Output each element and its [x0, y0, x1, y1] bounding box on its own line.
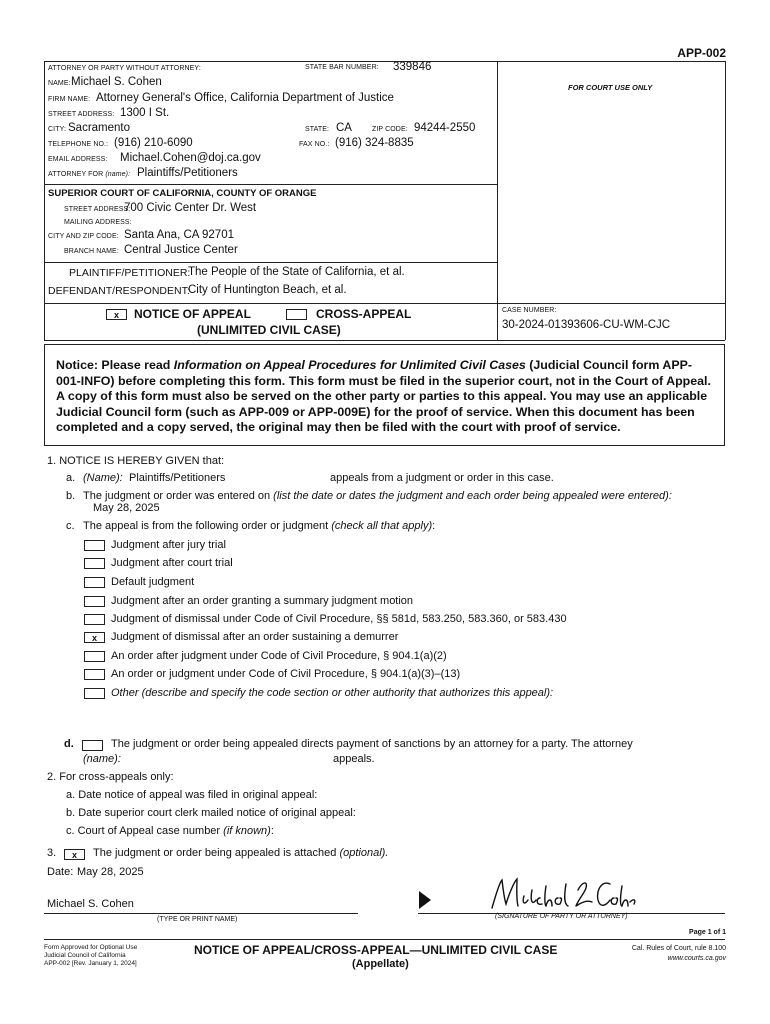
item-1a-name-value[interactable]: Plaintiffs/Petitioners	[129, 472, 226, 484]
handwritten-signature	[488, 876, 638, 914]
defendant-value[interactable]: City of Huntington Beach, et al.	[188, 284, 347, 296]
court-mailing-label: MAILING ADDRESS:	[64, 219, 132, 226]
notice-of-appeal-checkbox[interactable]: x	[106, 309, 127, 320]
option-checkbox[interactable]	[84, 669, 105, 680]
courts-link[interactable]: www.courts.ca.gov	[667, 955, 726, 962]
item-1b-letter: b.	[66, 490, 76, 502]
plaintiff-label: PLAINTIFF/PETITIONER:	[69, 267, 191, 279]
court-branch-label: BRANCH NAME:	[64, 248, 119, 255]
option-label: Judgment of dismissal under Code of Civil Procedure, §§ 581d, 583.250, 583.360, or 583.430	[111, 613, 567, 625]
page-number: Page 1 of 1	[689, 929, 726, 936]
type-name-caption: (TYPE OR PRINT NAME)	[157, 916, 238, 923]
zip-label: ZIP CODE:	[372, 126, 408, 133]
state-value[interactable]: CA	[336, 122, 352, 134]
phone-label: TELEPHONE NO.:	[48, 141, 109, 148]
notice-of-appeal-label: NOTICE OF APPEAL	[134, 307, 251, 321]
date-label: Date:	[47, 866, 74, 878]
item-1b-value[interactable]: May 28, 2025	[93, 502, 160, 514]
caption-left-line	[44, 61, 45, 340]
item-1d-name-label: (name):	[83, 753, 121, 765]
street-value[interactable]: 1300 I St.	[120, 107, 170, 119]
item-2b: b. Date superior court clerk mailed notice of original appeal:	[66, 807, 356, 819]
firm-value[interactable]: Attorney General's Office, California Department of Justice	[96, 92, 394, 104]
case-number-label: CASE NUMBER:	[502, 307, 557, 314]
city-value[interactable]: Sacramento	[68, 122, 131, 134]
info-title: Information on Appeal Procedures for Unlimited Civil Cases	[173, 358, 526, 372]
footer-subtitle: (Appellate)	[352, 958, 409, 970]
footer-line	[44, 939, 725, 940]
attorney-box-bottom	[44, 184, 497, 185]
attorney-for-label: ATTORNEY FOR (name):	[48, 171, 131, 178]
cross-appeal-checkbox[interactable]	[286, 309, 307, 320]
fax-value[interactable]: (916) 324-8835	[335, 137, 414, 149]
option-label: An order after judgment under Code of Civil Procedure, § 904.1(a)(2)	[111, 650, 447, 662]
item-1a-text: appeals from a judgment or order in this case.	[330, 472, 554, 484]
option-label: Other (describe and specify the code section or other authority that authorizes this appeal):	[111, 687, 554, 699]
case-number-value[interactable]: 30-2024-01393606-CU-WM-CJC	[502, 319, 671, 331]
court-box-bottom	[44, 262, 497, 263]
state-bar-value[interactable]: 339846	[393, 61, 432, 73]
fax-label: FAX NO.:	[299, 141, 330, 148]
signature-arrow-icon	[418, 890, 432, 910]
defendant-label: DEFENDANT/RESPONDENT:	[48, 285, 190, 297]
option-checkbox[interactable]	[84, 577, 105, 588]
option-label: An order or judgment under Code of Civil Procedure, § 904.1(a)(3)–(13)	[111, 668, 461, 680]
item-2-heading: 2. For cross-appeals only:	[47, 771, 174, 783]
unlimited-civil-case-label: (UNLIMITED CIVIL CASE)	[197, 323, 341, 337]
item-2a: a. Date notice of appeal was filed in original appeal:	[66, 789, 318, 801]
court-use-only: FOR COURT USE ONLY	[568, 83, 653, 92]
option-checkbox[interactable]	[84, 540, 105, 551]
city-label: CITY:	[48, 126, 67, 133]
name-label: NAME:	[48, 80, 71, 87]
item-1c-letter: c.	[66, 520, 75, 532]
option-label: Judgment after jury trial	[111, 539, 226, 551]
item-1d-text: The judgment or order being appealed directs payment of sanctions by an attorney for a party. The attorney	[111, 738, 633, 750]
item-3-text: The judgment or order being appealed is attached (optional).	[93, 847, 389, 859]
court-street-value[interactable]: 700 Civic Center Dr. West	[124, 202, 257, 214]
plaintiff-value[interactable]: The People of the State of California, et al.	[188, 266, 405, 278]
attached-checkbox[interactable]: x	[64, 849, 85, 860]
option-checkbox[interactable]	[84, 596, 105, 607]
caption-top-line	[44, 61, 725, 62]
email-label: EMAIL ADDRESS:	[48, 156, 108, 163]
typed-name-line	[44, 913, 358, 914]
zip-value[interactable]: 94244-2550	[414, 122, 476, 134]
court-city-value[interactable]: Santa Ana, CA 92701	[124, 229, 234, 241]
state-bar-label: STATE BAR NUMBER:	[305, 64, 379, 71]
firm-label: FIRM NAME:	[48, 96, 91, 103]
item-1-heading: 1. NOTICE IS HEREBY GIVEN that:	[47, 455, 225, 467]
caption-divider	[497, 61, 498, 340]
item-1a-name-label: (Name):	[83, 472, 123, 484]
typed-name[interactable]: Michael S. Cohen	[47, 898, 134, 910]
form-id: APP-002	[677, 46, 726, 60]
option-checkbox[interactable]	[84, 651, 105, 662]
date-value[interactable]: May 28, 2025	[77, 866, 144, 878]
item-2c: c. Court of Appeal case number (if known):	[66, 825, 274, 837]
item-3-number: 3.	[47, 847, 57, 859]
notice-box: Notice: Please read Information on Appeal Procedures for Unlimited Civil Cases (Judicial Council form APP-001-INFO) before completing this form. This form must be filed in the superior court, not in the Court of Appeal. A copy of this form must also be served on the other party or parties to this appeal. You may use an applicable Judicial Council form (such as APP-009 or APP-009E) for the proof of service. When this document has been completed and a copy served, the original may then be filed with the court with proof of service.	[44, 344, 725, 446]
signature-caption: (SIGNATURE OF PARTY OR ATTORNEY)	[495, 913, 628, 920]
item-1d-letter: d.	[64, 738, 74, 750]
option-label: Judgment after an order granting a summary judgment motion	[111, 595, 414, 607]
item-1d-appeals: appeals.	[333, 753, 375, 765]
court-title: SUPERIOR COURT OF CALIFORNIA, COUNTY OF ORANGE	[48, 188, 317, 199]
state-label: STATE:	[305, 126, 330, 133]
cross-appeal-label: CROSS-APPEAL	[316, 307, 412, 321]
option-checkbox[interactable]	[84, 688, 105, 699]
item-1c-text: The appeal is from the following order or judgment (check all that apply):	[83, 520, 436, 532]
option-checkbox[interactable]	[84, 558, 105, 569]
item-1a-letter: a.	[66, 472, 76, 484]
sanctions-checkbox[interactable]	[82, 740, 103, 751]
attorney-for-name-hint: (name):	[105, 171, 131, 178]
option-checkbox[interactable]: x	[84, 632, 105, 643]
footer-left: Form Approved for Optional Use Judicial Council of California APP-002 [Rev. January 1, 2024]	[44, 944, 138, 967]
footer-title: NOTICE OF APPEAL/CROSS-APPEAL—UNLIMITED CIVIL CASE	[194, 943, 558, 957]
attorney-label: ATTORNEY OR PARTY WITHOUT ATTORNEY:	[48, 65, 201, 72]
phone-value[interactable]: (916) 210-6090	[114, 137, 193, 149]
email-value[interactable]: Michael.Cohen@doj.ca.gov	[120, 152, 261, 164]
name-value[interactable]: Michael S. Cohen	[71, 76, 162, 88]
caption-right-line	[725, 61, 726, 340]
item-1b-text: The judgment or order was entered on (list the date or dates the judgment and each order being appealed were entered):	[83, 490, 672, 502]
footer-right: Cal. Rules of Court, rule 8.100 www.courts.ca.gov	[631, 945, 726, 962]
court-street-label: STREET ADDRESS:	[64, 206, 131, 213]
option-label: Judgment after court trial	[111, 557, 233, 569]
court-city-label: CITY AND ZIP CODE:	[48, 233, 119, 240]
option-checkbox[interactable]	[84, 614, 105, 625]
caption-bottom-line	[44, 340, 725, 341]
parties-box-bottom	[44, 303, 725, 304]
court-branch-value[interactable]: Central Justice Center	[124, 244, 238, 256]
option-label: Default judgment	[111, 576, 195, 588]
attorney-for-value[interactable]: Plaintiffs/Petitioners	[137, 167, 238, 179]
option-label: Judgment of dismissal after an order sustaining a demurrer	[111, 631, 399, 643]
street-label: STREET ADDRESS:	[48, 111, 115, 118]
